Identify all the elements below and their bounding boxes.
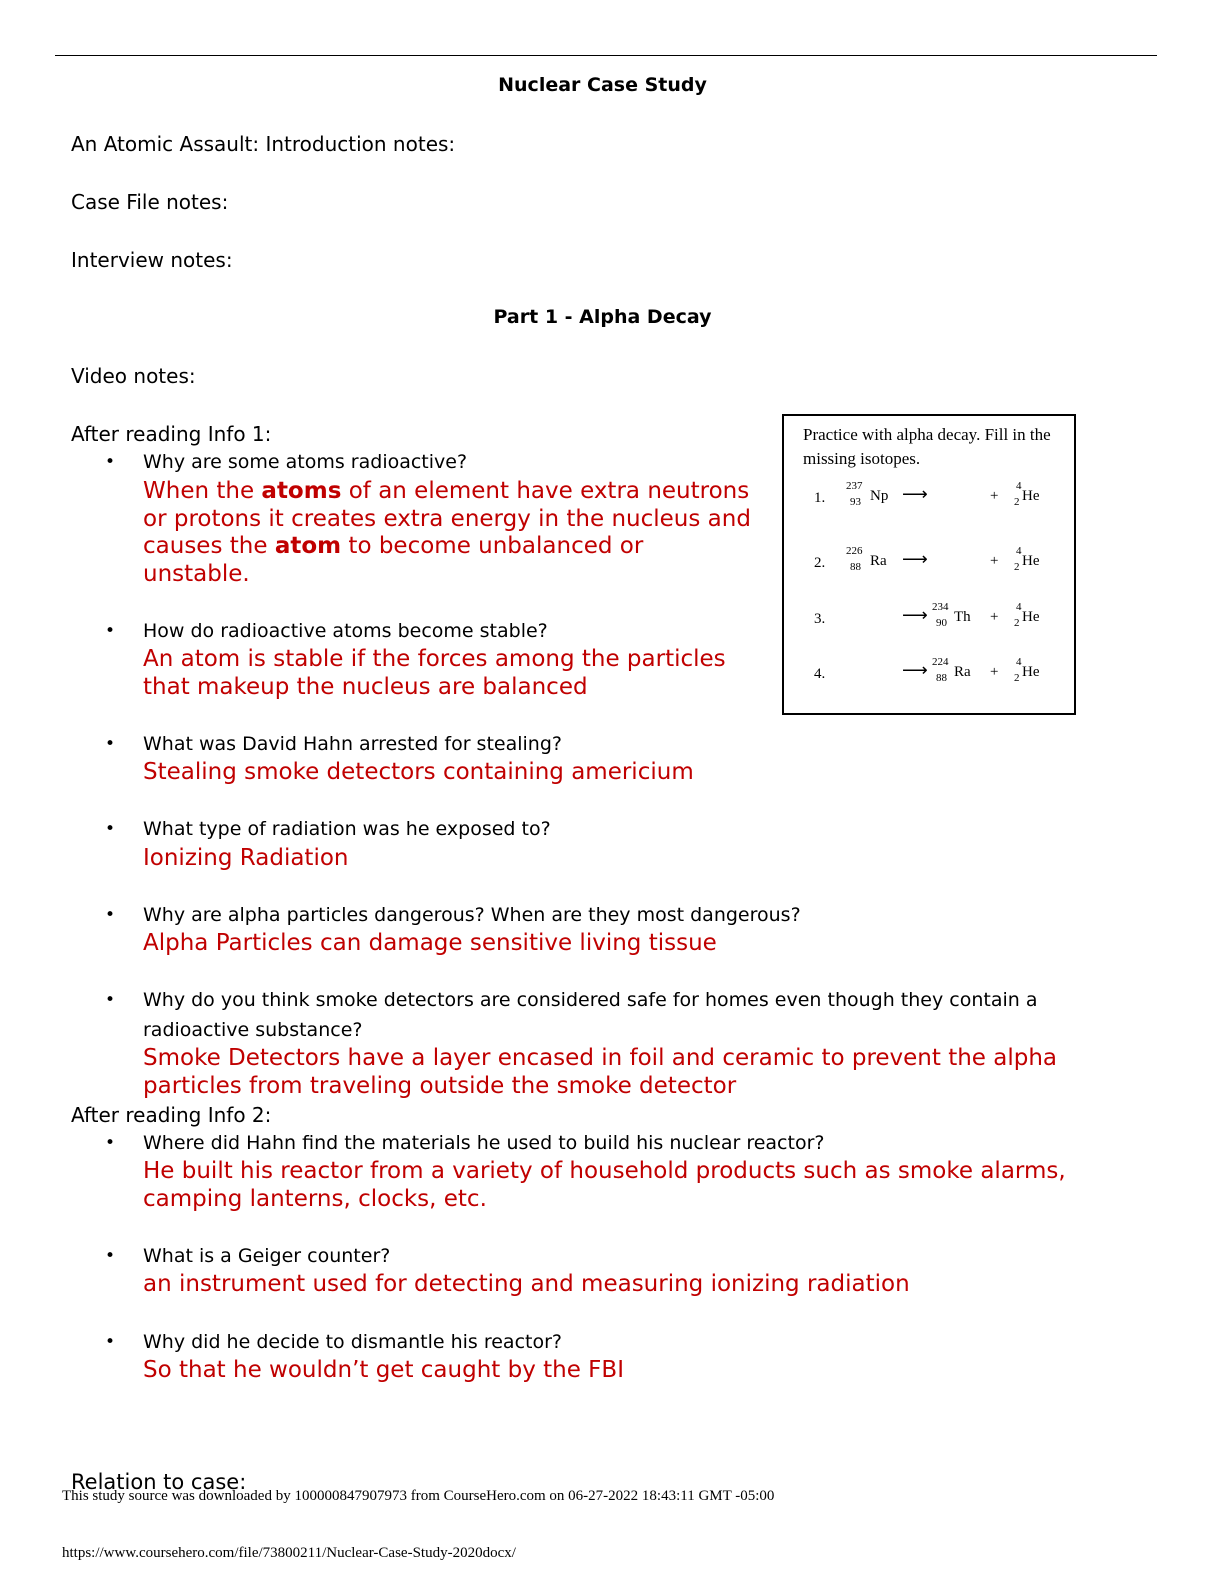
bullet: • [105, 452, 116, 472]
bullet: • [105, 1332, 116, 1352]
info2-answer-3: So that he wouldn’t get caught by the FBI [143, 1357, 624, 1383]
isotope-np-237: 237 93 Np [846, 480, 889, 508]
download-source-note: This study source was downloaded by 100000847907973 from CourseHero.com on 06-27-2022 18:43:11 GMT -05:00 [62, 1488, 775, 1504]
answer-6: Smoke Detectors have a layer encased in foil and ceramic to prevent the alpha particles from traveling outside the smoke detector [143, 1045, 1058, 1099]
info2-question-2: What is a Geiger counter? [143, 1245, 391, 1267]
practice-row-4: 4. ⟶ 224 88 Ra + 4 2 He [784, 652, 1074, 696]
isotope-he-4: 4 2 He [1014, 656, 1040, 684]
practice-heading: Practice with alpha decay. Fill in the missing isotopes. [803, 425, 1051, 468]
isotope-he-4: 4 2 He [1014, 601, 1040, 629]
alpha-decay-practice-figure [782, 414, 1076, 715]
question-3: What was David Hahn arrested for stealing? [143, 733, 562, 755]
bullet: • [105, 621, 116, 641]
arrow-icon: ⟶ [902, 605, 928, 625]
answer-2: An atom is stable if the forces among the particles that makeup the nucleus are balanced [143, 646, 726, 700]
question-6-line1: Why do you think smoke detectors are considered safe for homes even though they contain a [143, 989, 1038, 1011]
bullet: • [105, 905, 116, 925]
arrow-icon: ⟶ [902, 549, 928, 569]
question-5: Why are alpha particles dangerous? When are they most dangerous? [143, 904, 801, 926]
source-url[interactable]: https://www.coursehero.com/file/73800211/Nuclear-Case-Study-2020docx/ [62, 1545, 516, 1561]
isotope-he-4: 4 2 He [1014, 545, 1040, 573]
question-4: What type of radiation was he exposed to? [143, 818, 551, 840]
info2-answer-2: an instrument used for detecting and measuring ionizing radiation [143, 1271, 910, 1297]
bullet: • [105, 1246, 116, 1266]
document-title: Nuclear Case Study [498, 74, 707, 96]
isotope-he-4: 4 2 He [1014, 480, 1040, 508]
practice-row-1: 1. 237 93 Np ⟶ + 4 2 He [784, 476, 1074, 520]
interview-notes-label: Interview notes: [71, 248, 233, 272]
isotope-th-234: 234 90 Th [932, 601, 971, 629]
practice-row-2: 2. 226 88 Ra ⟶ + 4 2 He [784, 541, 1074, 585]
intro-notes-label: An Atomic Assault: Introduction notes: [71, 132, 456, 156]
isotope-ra-226: 226 88 Ra [846, 545, 887, 573]
practice-row-3: 3. ⟶ 234 90 Th + 4 2 He [784, 597, 1074, 641]
part1-title: Part 1 - Alpha Decay [493, 306, 712, 328]
question-2: How do radioactive atoms become stable? [143, 620, 548, 642]
bullet: • [105, 819, 116, 839]
case-file-notes-label: Case File notes: [71, 190, 229, 214]
isotope-ra-224: 224 88 Ra [932, 656, 971, 684]
info2-question-1: Where did Hahn find the materials he used to build his nuclear reactor? [143, 1132, 825, 1154]
info2-answer-1: He built his reactor from a variety of household products such as smoke alarms, camping lanterns, clocks, etc. [143, 1158, 1066, 1212]
info2-heading: After reading Info 2: [71, 1103, 272, 1127]
answer-5: Alpha Particles can damage sensitive living tissue [143, 930, 717, 956]
answer-1: When the atoms of an element have extra neutrons or protons it creates extra energy in the nucleus and causes the atom to become unbalanced or unstable. [143, 478, 751, 587]
bullet: • [105, 990, 116, 1010]
info1-heading: After reading Info 1: [71, 422, 272, 446]
question-6-line2: radioactive substance? [143, 1019, 363, 1041]
arrow-icon: ⟶ [902, 484, 928, 504]
top-rule [55, 55, 1157, 56]
arrow-icon: ⟶ [902, 660, 928, 680]
answer-3: Stealing smoke detectors containing americium [143, 759, 694, 785]
info2-question-3: Why did he decide to dismantle his reactor? [143, 1331, 562, 1353]
bullet: • [105, 734, 116, 754]
video-notes-label: Video notes: [71, 364, 196, 388]
answer-4: Ionizing Radiation [143, 845, 349, 871]
bullet: • [105, 1133, 116, 1153]
question-1: Why are some atoms radioactive? [143, 451, 468, 473]
relation-to-case-label: Relation to case: [71, 1470, 247, 1494]
